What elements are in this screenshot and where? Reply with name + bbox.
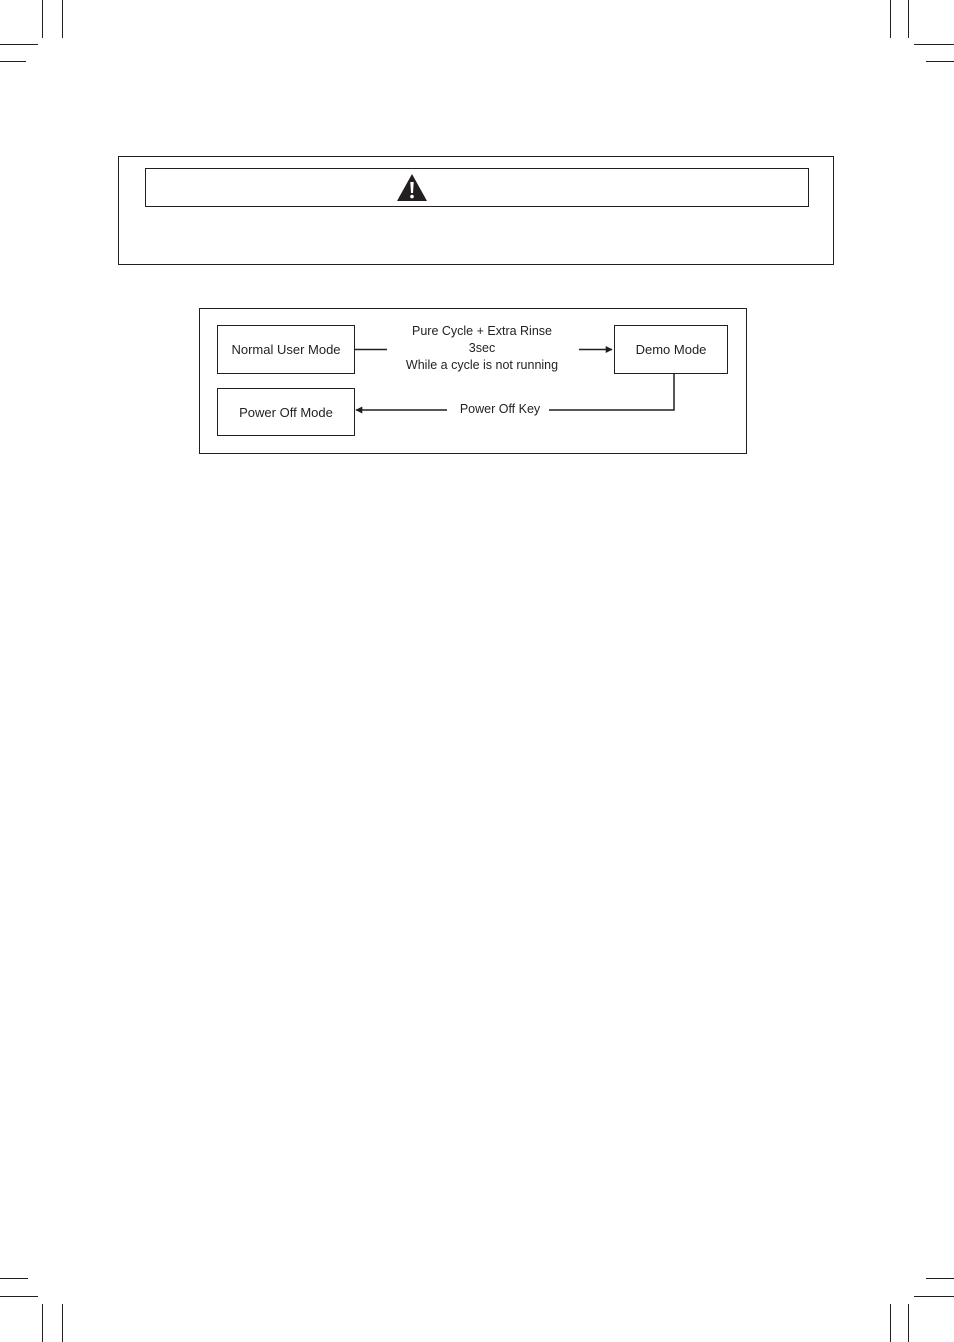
crop-mark (926, 61, 954, 62)
crop-mark (62, 0, 63, 38)
crop-mark (914, 1296, 954, 1297)
crop-mark (914, 44, 954, 45)
node-label: Normal User Mode (231, 342, 341, 357)
node-label: Demo Mode (635, 342, 707, 357)
edge-label-to-power-off (448, 401, 552, 418)
edge-label-line: 3sec (468, 341, 496, 355)
edge-label-line: Power Off Key (459, 402, 541, 416)
crop-mark (0, 1278, 28, 1279)
warning-header (145, 168, 809, 207)
crop-mark (890, 0, 891, 38)
crop-mark (0, 1296, 38, 1297)
crop-mark (0, 44, 38, 45)
warning-triangle-icon (396, 173, 428, 202)
edge-label-line: While a cycle is not running (405, 358, 559, 372)
edge-label-to-demo (392, 323, 572, 374)
node-normal-user-mode (217, 325, 355, 374)
edge-label-line: Pure Cycle + Extra Rinse (412, 324, 552, 338)
crop-mark (908, 0, 909, 38)
crop-mark (908, 1304, 909, 1342)
crop-mark (926, 1278, 954, 1279)
node-power-off-mode (217, 388, 355, 436)
crop-mark (890, 1304, 891, 1342)
node-demo-mode (614, 325, 728, 374)
crop-mark (42, 1304, 43, 1342)
crop-mark (42, 0, 43, 38)
crop-mark (62, 1304, 63, 1342)
crop-mark (0, 61, 26, 62)
node-label: Power Off Mode (239, 404, 333, 420)
